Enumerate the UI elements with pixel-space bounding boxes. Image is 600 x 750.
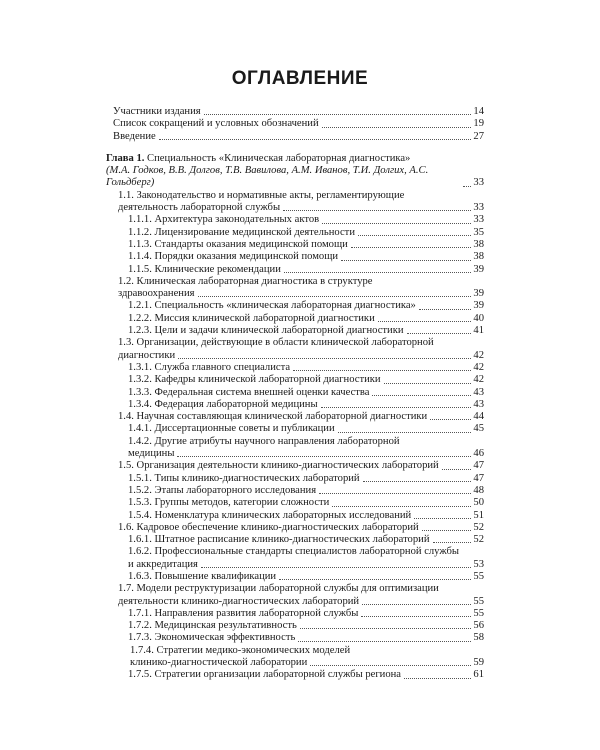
dot-leader [407, 333, 471, 334]
page-number: 19 [473, 118, 484, 130]
toc-entry[interactable] [106, 669, 484, 681]
table-of-contents [106, 106, 484, 682]
entry-row [118, 411, 484, 423]
page-number: 33 [473, 177, 484, 189]
page-number: 48 [473, 484, 484, 496]
entry-text: 1.1.2. Лицензирование медицинской деятельности [128, 226, 355, 238]
dot-leader [362, 604, 471, 605]
toc-entry[interactable] [106, 399, 484, 411]
entry-row [130, 657, 484, 669]
toc-entry[interactable] [106, 251, 484, 263]
dot-leader [341, 260, 471, 261]
page-number: 61 [473, 669, 484, 681]
dot-leader [322, 223, 471, 224]
entry-row [113, 118, 484, 130]
toc-entry[interactable] [106, 510, 484, 522]
dot-leader [363, 481, 471, 482]
entry-text: 1.3.1. Служба главного специалиста [128, 361, 291, 373]
toc-entry[interactable] [106, 546, 484, 571]
toc-entry[interactable] [106, 374, 484, 386]
page-number: 43 [473, 398, 484, 410]
page-number: 33 [473, 214, 484, 226]
dot-leader [463, 186, 471, 187]
page-number: 14 [473, 106, 484, 117]
entry-text: 1.5. Организация деятельности клинико-диагностических лабораторий [118, 460, 439, 472]
entry-text: 1.7.1. Направления развития лабораторной службы [128, 607, 359, 619]
entry-row [118, 460, 484, 472]
entry-row [128, 669, 484, 681]
toc-entry[interactable] [106, 118, 484, 130]
dot-leader [422, 530, 471, 531]
dot-leader [298, 641, 471, 642]
page-number: 52 [473, 534, 484, 546]
entry-text: 1.3.4. Федерация лабораторной медицины [128, 398, 318, 410]
entry-text: диагностики [118, 349, 176, 361]
dot-leader [351, 247, 471, 248]
dot-leader [433, 542, 472, 543]
dot-leader [321, 407, 471, 408]
dot-leader [279, 579, 471, 580]
dot-leader [372, 395, 471, 396]
entry-text: 1.1.3. Стандарты оказания медицинской помощи [128, 238, 348, 250]
entry-text: 1.5.3. Группы методов, категории сложности [128, 497, 330, 509]
page-number: 55 [473, 570, 484, 582]
entry-text: 1.1.1. Архитектура законодательных актов [128, 214, 320, 226]
entry-row [128, 251, 484, 263]
dot-leader [378, 321, 471, 322]
entry-row [128, 264, 484, 276]
page-title: ОГЛАВЛЕНИЕ [231, 68, 369, 89]
page-number: 45 [473, 423, 484, 435]
page-number: 58 [473, 632, 484, 644]
entry-row [128, 559, 484, 571]
page-number: 55 [473, 595, 484, 607]
page-number: 56 [473, 620, 484, 632]
entry-text: 1.5.1. Типы клинико-диагностических лабораторий [128, 472, 360, 484]
entry-text: 1.4. Научная составляющая клинической лабораторной диагностики [118, 411, 428, 423]
page-number: 47 [473, 472, 484, 484]
dot-leader [284, 272, 471, 273]
page-number: 42 [473, 374, 484, 386]
toc-entry[interactable] [106, 239, 484, 251]
toc-entry[interactable] [106, 473, 484, 485]
dot-leader [198, 296, 471, 297]
page-number: 35 [473, 226, 484, 238]
front-matter [106, 106, 484, 143]
dot-leader [384, 383, 471, 384]
toc-entry[interactable] [106, 460, 484, 472]
entry-text-line: 1.7. Модели реструктуризации лабораторной службы для оптимизации [118, 583, 439, 595]
entry-text: медицины [128, 448, 175, 460]
entry-row [128, 534, 484, 546]
entry-row [128, 300, 484, 312]
toc-entry[interactable] [106, 214, 484, 226]
entry-text-line: 1.7.4. Стратегии медико-экономических моделей [130, 644, 351, 656]
dot-leader [430, 419, 471, 420]
toc-entry[interactable] [106, 264, 484, 276]
toc-entry[interactable] [106, 620, 484, 632]
entry-row [128, 387, 484, 399]
page-number: 42 [473, 349, 484, 361]
entry-row [128, 374, 484, 386]
entry-text: и аккредитация [128, 558, 198, 570]
entry-text: 1.1.4. Порядки оказания медицинской помощи [128, 251, 339, 263]
toc-entry[interactable] [106, 436, 484, 461]
entry-text: 1.6.3. Повышение квалификации [128, 570, 277, 582]
toc-entry[interactable] [106, 131, 484, 143]
page-number: 50 [473, 497, 484, 509]
entry-text: 1.2.2. Миссия клинической лабораторной диагностики [128, 312, 375, 324]
dot-leader [293, 370, 471, 371]
page-number: 46 [473, 448, 484, 460]
toc-entry[interactable] [106, 325, 484, 337]
entry-row [128, 227, 484, 239]
entry-row [128, 399, 484, 411]
dot-leader [310, 665, 471, 666]
page-number: 42 [473, 361, 484, 373]
page-number: 33 [473, 202, 484, 214]
toc-entry[interactable] [106, 485, 484, 497]
chapter-number: Глава 1. [106, 152, 145, 164]
page-number: 52 [473, 521, 484, 533]
entry-text: 1.6.1. Штатное расписание клинико-диагностических лабораторий [128, 534, 430, 546]
toc-entry[interactable] [106, 583, 484, 608]
toc-entry[interactable] [106, 645, 484, 670]
toc-entry[interactable] [106, 411, 484, 423]
toc-entry[interactable] [106, 337, 484, 362]
entry-text: здравоохранения [118, 288, 195, 300]
entry-row [128, 473, 484, 485]
dot-leader [177, 456, 471, 457]
page-number: 38 [473, 238, 484, 250]
toc-entry[interactable] [106, 632, 484, 644]
page-number: 27 [473, 130, 484, 142]
entry-text: деятельность лабораторной службы [118, 202, 281, 214]
entry-text: 1.7.5. Стратегии организации лабораторной службы региона [128, 669, 402, 681]
page-number: 43 [473, 386, 484, 398]
dot-leader [319, 493, 471, 494]
entry-text: 1.5.2. Этапы лабораторного исследования [128, 484, 317, 496]
entry-text: 1.1.5. Клинические рекомендации [128, 263, 281, 275]
toc-entry[interactable] [106, 423, 484, 435]
entry-row [118, 288, 484, 300]
dot-leader [322, 127, 471, 128]
page-number: 39 [473, 263, 484, 275]
toc-entry[interactable] [106, 362, 484, 374]
entry-text: Введение [113, 130, 156, 142]
entry-row [128, 325, 484, 337]
page-number: 39 [473, 288, 484, 300]
dot-leader [404, 678, 471, 679]
toc-entry[interactable] [106, 106, 484, 118]
dot-leader [300, 628, 471, 629]
entry-text: 1.7.2. Медицинская результативность [128, 620, 297, 632]
page-number: 59 [473, 657, 484, 669]
dot-leader [361, 616, 471, 617]
toc-entry[interactable] [106, 313, 484, 325]
chapter-authors: (М.А. Годков, В.В. Долгов, Т.В. Вавилова, А.М. Иванов, Т.И. Долгих, А.С. Гольдберг) [106, 165, 429, 189]
page-number: 53 [473, 558, 484, 570]
entry-row [128, 497, 484, 509]
entry-text: Участники издания [113, 106, 201, 117]
page-number: 55 [473, 607, 484, 619]
toc-entry[interactable] [106, 387, 484, 399]
entry-row [128, 571, 484, 583]
toc-entry[interactable] [106, 497, 484, 509]
entry-row [128, 620, 484, 632]
dot-leader [338, 432, 471, 433]
dot-leader [414, 518, 471, 519]
entry-text: клинико-диагностической лаборатории [130, 657, 308, 669]
toc-entry[interactable] [106, 534, 484, 546]
entry-text: 1.2.1. Специальность «клиническая лабораторная диагностика» [128, 300, 416, 312]
entry-text: 1.6. Кадровое обеспечение клинико-диагностических лабораторий [118, 521, 419, 533]
entry-row [118, 202, 484, 214]
entry-row [118, 522, 484, 534]
entry-row [128, 632, 484, 644]
entry-text: 1.3.2. Кафедры клинической лабораторной диагностики [128, 374, 381, 386]
entry-text-line: 1.1. Законодательство и нормативные акты, регламентирующие [118, 189, 405, 201]
entry-text-line: 1.2. Клиническая лабораторная диагностика в структуре [118, 275, 373, 287]
toc-entry[interactable] [106, 190, 484, 215]
page-number: 47 [473, 460, 484, 472]
dot-leader [201, 567, 471, 568]
entry-text: Список сокращений и условных обозначений [113, 118, 319, 130]
entry-row [128, 423, 484, 435]
page-number: 44 [473, 411, 484, 423]
entry-text: 1.4.1. Диссертационные советы и публикации [128, 423, 335, 435]
page-number: 51 [473, 509, 484, 521]
entry-text: 1.7.3. Экономическая эффективность [128, 632, 296, 644]
page-number: 40 [473, 312, 484, 324]
page-number: 41 [473, 325, 484, 337]
dot-leader [419, 309, 471, 310]
dot-leader [283, 210, 471, 211]
entry-row [113, 106, 484, 118]
entry-text: деятельности клинико-диагностических лабораторий [118, 595, 360, 607]
entry-row [128, 448, 484, 460]
entry-row [128, 608, 484, 620]
toc-entry[interactable] [106, 571, 484, 583]
toc-entry[interactable] [106, 300, 484, 312]
entry-row [128, 510, 484, 522]
page-number: 39 [473, 300, 484, 312]
toc-entry[interactable] [106, 522, 484, 534]
entry-text: 1.2.3. Цели и задачи клинической лабораторной диагностики [128, 325, 404, 337]
dot-leader [204, 114, 471, 115]
toc-entry[interactable] [106, 608, 484, 620]
dot-leader [159, 139, 471, 140]
entry-row [128, 313, 484, 325]
chapter-title: Специальность «Клиническая лабораторная диагностика» [144, 152, 411, 164]
toc-entry[interactable] [106, 276, 484, 301]
dot-leader [442, 469, 471, 470]
section-list [106, 190, 484, 682]
entry-text: 1.3.3. Федеральная система внешней оценки качества [128, 386, 370, 398]
entry-row [128, 485, 484, 497]
dot-leader [332, 506, 471, 507]
entry-text-line: 1.6.2. Профессиональные стандарты специалистов лабораторной службы [128, 546, 460, 558]
entry-row [113, 131, 484, 143]
dot-leader [358, 235, 471, 236]
entry-text-line: 1.4.2. Другие атрибуты научного направления лабораторной [128, 435, 400, 447]
page-number: 38 [473, 251, 484, 263]
entry-row [128, 362, 484, 374]
entry-row [118, 596, 484, 608]
toc-entry[interactable] [106, 227, 484, 239]
chapter-heading[interactable] [106, 153, 484, 190]
entry-row [128, 239, 484, 251]
entry-row [128, 214, 484, 226]
entry-row [118, 350, 484, 362]
entry-text: 1.5.4. Номенклатура клинических лабораторных исследований [128, 509, 412, 521]
dot-leader [178, 358, 471, 359]
entry-text-line: 1.3. Организации, действующие в области клинической лабораторной [118, 337, 434, 349]
